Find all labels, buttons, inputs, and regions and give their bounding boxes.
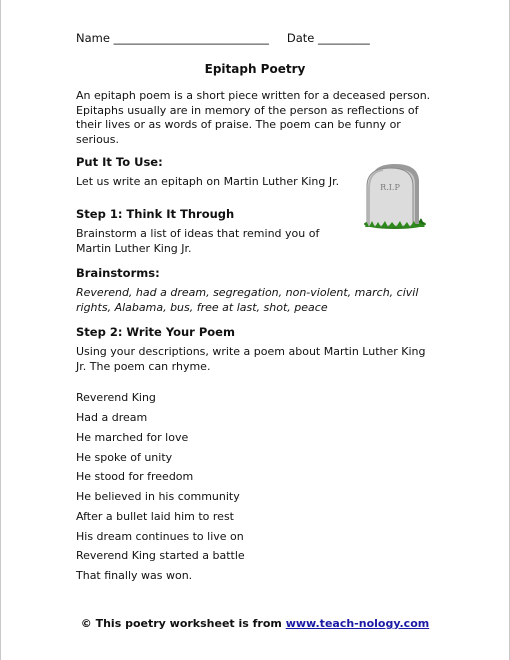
poem-line: His dream continues to live on xyxy=(76,530,244,543)
header-line xyxy=(76,31,370,46)
poem-line: Reverend King xyxy=(76,391,156,404)
put-to-use-text: Let us write an epitaph on Martin Luther King Jr. xyxy=(76,175,340,188)
poem-line: After a bullet laid him to rest xyxy=(76,510,234,523)
date-field: Date _________ xyxy=(286,31,370,45)
intro-paragraph: An epitaph poem is a short piece written for a deceased person. Epitaphs usually are in memory of the person as reflections of their lives or as words of praise. The poem can be funny or serious. xyxy=(76,89,431,146)
poem-line: He believed in his community xyxy=(76,490,240,503)
poem-line: Had a dream xyxy=(76,411,148,424)
tombstone-inscription: R.I.P xyxy=(380,183,400,192)
brainstorms-text: Reverend, had a dream, segregation, non-violent, march, civil rights, Alabama, bus, free at last, shot, peace xyxy=(76,286,419,314)
tombstone-icon xyxy=(363,160,427,232)
page-title: Epitaph Poetry xyxy=(204,62,306,76)
footer xyxy=(1,617,509,632)
step2-text: Using your descriptions, write a poem about Martin Luther King Jr. The poem can rhyme. xyxy=(76,345,426,373)
put-to-use-heading: Put It To Use: xyxy=(76,155,163,169)
step1-heading: Step 1: Think It Through xyxy=(76,207,235,221)
footer-link[interactable]: www.teach-nology.com xyxy=(285,617,430,630)
name-field: Name ___________________________ xyxy=(76,31,269,45)
poem-line: He spoke of unity xyxy=(76,451,173,464)
poem-line: Reverend King started a battle xyxy=(76,549,245,562)
brainstorms-heading: Brainstorms: xyxy=(76,266,160,280)
step1-text: Brainstorm a list of ideas that remind you of Martin Luther King Jr. xyxy=(76,227,320,255)
poem-line: He marched for love xyxy=(76,431,189,444)
footer-prefix: © This poetry worksheet is from xyxy=(80,617,286,630)
step2-heading: Step 2: Write Your Poem xyxy=(76,325,235,339)
poem-line: He stood for freedom xyxy=(76,470,194,483)
poem-line: That finally was won. xyxy=(76,569,193,582)
